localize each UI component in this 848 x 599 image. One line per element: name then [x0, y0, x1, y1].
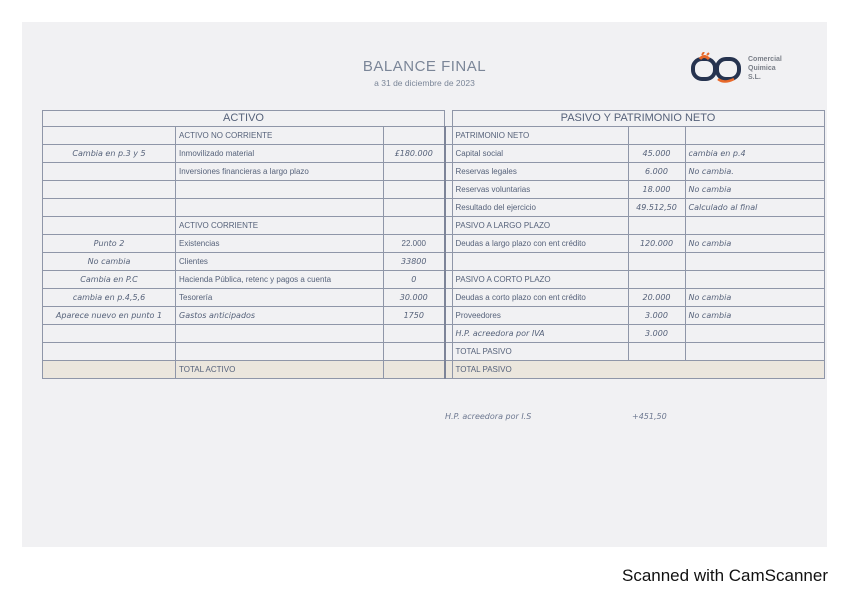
- column-spacer: [445, 127, 453, 145]
- pasivo-value: [628, 271, 685, 289]
- handwritten-below-label: H.P. acreedora por I.S: [445, 412, 532, 421]
- column-spacer: [445, 111, 453, 127]
- pasivo-label: PASIVO A CORTO PLAZO: [452, 271, 628, 289]
- activo-label: ACTIVO NO CORRIENTE: [176, 127, 384, 145]
- pasivo-label: [452, 253, 628, 271]
- activo-label: Inversiones financieras a largo plazo: [176, 163, 384, 181]
- pasivo-value: 6.000: [628, 163, 685, 181]
- pasivo-note: No cambia: [685, 307, 824, 325]
- activo-note: Cambia en p.3 y 5: [43, 145, 176, 163]
- table-row: [43, 253, 825, 271]
- pasivo-note: Calculado al final: [685, 199, 824, 217]
- activo-value: £180.000: [384, 145, 445, 163]
- pasivo-note: No cambia: [685, 289, 824, 307]
- activo-value: [384, 163, 445, 181]
- activo-label: [176, 343, 384, 361]
- pasivo-label: Reservas voluntarias: [452, 181, 628, 199]
- pasivo-label: H.P. acreedora por IVA: [452, 325, 628, 343]
- activo-label: ACTIVO CORRIENTE: [176, 217, 384, 235]
- column-spacer: [445, 361, 453, 379]
- activo-label: Hacienda Pública, retenc y pagos a cuenta: [176, 271, 384, 289]
- table-row: [43, 181, 825, 199]
- activo-label: Gastos anticipados: [176, 307, 384, 325]
- activo-header: ACTIVO: [43, 111, 445, 127]
- pasivo-label: Capital social: [452, 145, 628, 163]
- activo-value: [384, 181, 445, 199]
- total-activo-label: TOTAL ACTIVO: [176, 361, 384, 379]
- pasivo-header: PASIVO Y PATRIMONIO NETO: [452, 111, 824, 127]
- document-title: BALANCE FINAL: [362, 58, 487, 75]
- activo-value: 33800: [384, 253, 445, 271]
- table-row: [43, 217, 825, 235]
- pasivo-note: [685, 217, 824, 235]
- pasivo-value: [628, 127, 685, 145]
- column-spacer: [445, 217, 453, 235]
- table-row: [43, 145, 825, 163]
- activo-value: 30.000: [384, 289, 445, 307]
- activo-value: [384, 217, 445, 235]
- table-row: [43, 289, 825, 307]
- table-row: [43, 271, 825, 289]
- column-spacer: [445, 325, 453, 343]
- activo-value: [384, 199, 445, 217]
- column-spacer: [445, 343, 453, 361]
- total-activo-value: [384, 361, 445, 379]
- activo-note: No cambia: [43, 253, 176, 271]
- scanned-page: [22, 22, 827, 547]
- pasivo-note: No cambia: [685, 181, 824, 199]
- pasivo-note: [685, 127, 824, 145]
- column-spacer: [445, 289, 453, 307]
- activo-label: [176, 181, 384, 199]
- pasivo-value: [628, 253, 685, 271]
- pasivo-label: PASIVO A LARGO PLAZO: [452, 217, 628, 235]
- document-subtitle: a 31 de diciembre de 2023: [374, 78, 475, 88]
- balance-table: [42, 110, 825, 379]
- pasivo-value: 3.000: [628, 325, 685, 343]
- activo-label: Tesorería: [176, 289, 384, 307]
- total-pasivo-label: TOTAL PASIVO: [452, 361, 824, 379]
- activo-note: cambia en p.4,5,6: [43, 289, 176, 307]
- pasivo-value: 18.000: [628, 181, 685, 199]
- pasivo-value: 3.000: [628, 307, 685, 325]
- pasivo-label: Proveedores: [452, 307, 628, 325]
- table-row: [43, 325, 825, 343]
- activo-note: [43, 199, 176, 217]
- pasivo-note: [685, 253, 824, 271]
- pasivo-note: No cambia: [685, 235, 824, 253]
- activo-note: Cambia en P.C: [43, 271, 176, 289]
- activo-value: 22.000: [384, 235, 445, 253]
- activo-label: Clientes: [176, 253, 384, 271]
- activo-value: [384, 343, 445, 361]
- pasivo-value: 20.000: [628, 289, 685, 307]
- pasivo-label: Reservas legales: [452, 163, 628, 181]
- table-row: [43, 307, 825, 325]
- column-spacer: [445, 145, 453, 163]
- pasivo-value: 45.000: [628, 145, 685, 163]
- totals-row: [43, 361, 825, 379]
- pasivo-label: TOTAL PASIVO: [452, 343, 628, 361]
- pasivo-value: [628, 343, 685, 361]
- chain-links-icon: [690, 52, 746, 88]
- pasivo-note: [685, 325, 824, 343]
- table-row: [43, 199, 825, 217]
- activo-label: Existencias: [176, 235, 384, 253]
- pasivo-label: PATRIMONIO NETO: [452, 127, 628, 145]
- table-row: [43, 343, 825, 361]
- pasivo-label: Resultado del ejercicio: [452, 199, 628, 217]
- activo-note: [43, 217, 176, 235]
- scanner-watermark: Scanned with CamScanner: [621, 566, 828, 585]
- handwritten-below-value: +451,50: [632, 412, 667, 421]
- table-row: [43, 235, 825, 253]
- column-spacer: [445, 307, 453, 325]
- activo-note: [43, 127, 176, 145]
- activo-note: Punto 2: [43, 235, 176, 253]
- activo-note: [43, 325, 176, 343]
- pasivo-note: No cambia.: [685, 163, 824, 181]
- column-spacer: [445, 199, 453, 217]
- activo-label: [176, 325, 384, 343]
- table-header-row: [43, 111, 825, 127]
- activo-label: [176, 199, 384, 217]
- activo-value: [384, 127, 445, 145]
- pasivo-note: cambia en p.4: [685, 145, 824, 163]
- company-logo: [690, 52, 800, 92]
- company-name: Comercial Quimica S.L.: [748, 56, 782, 81]
- activo-value: 0: [384, 271, 445, 289]
- activo-note: [43, 181, 176, 199]
- activo-value: [384, 325, 445, 343]
- table-row: [43, 127, 825, 145]
- activo-value: 1750: [384, 307, 445, 325]
- pasivo-value: [628, 217, 685, 235]
- column-spacer: [445, 163, 453, 181]
- activo-note: [43, 343, 176, 361]
- column-spacer: [445, 271, 453, 289]
- pasivo-label: Deudas a corto plazo con ent crédito: [452, 289, 628, 307]
- activo-note: [43, 361, 176, 379]
- pasivo-value: 120.000: [628, 235, 685, 253]
- pasivo-note: [685, 343, 824, 361]
- activo-note: [43, 163, 176, 181]
- pasivo-label: Deudas a largo plazo con ent crédito: [452, 235, 628, 253]
- activo-note: Aparece nuevo en punto 1: [43, 307, 176, 325]
- column-spacer: [445, 253, 453, 271]
- column-spacer: [445, 181, 453, 199]
- pasivo-value: 49.512,50: [628, 199, 685, 217]
- column-spacer: [445, 235, 453, 253]
- pasivo-note: [685, 271, 824, 289]
- activo-label: Inmovilizado material: [176, 145, 384, 163]
- table-row: [43, 163, 825, 181]
